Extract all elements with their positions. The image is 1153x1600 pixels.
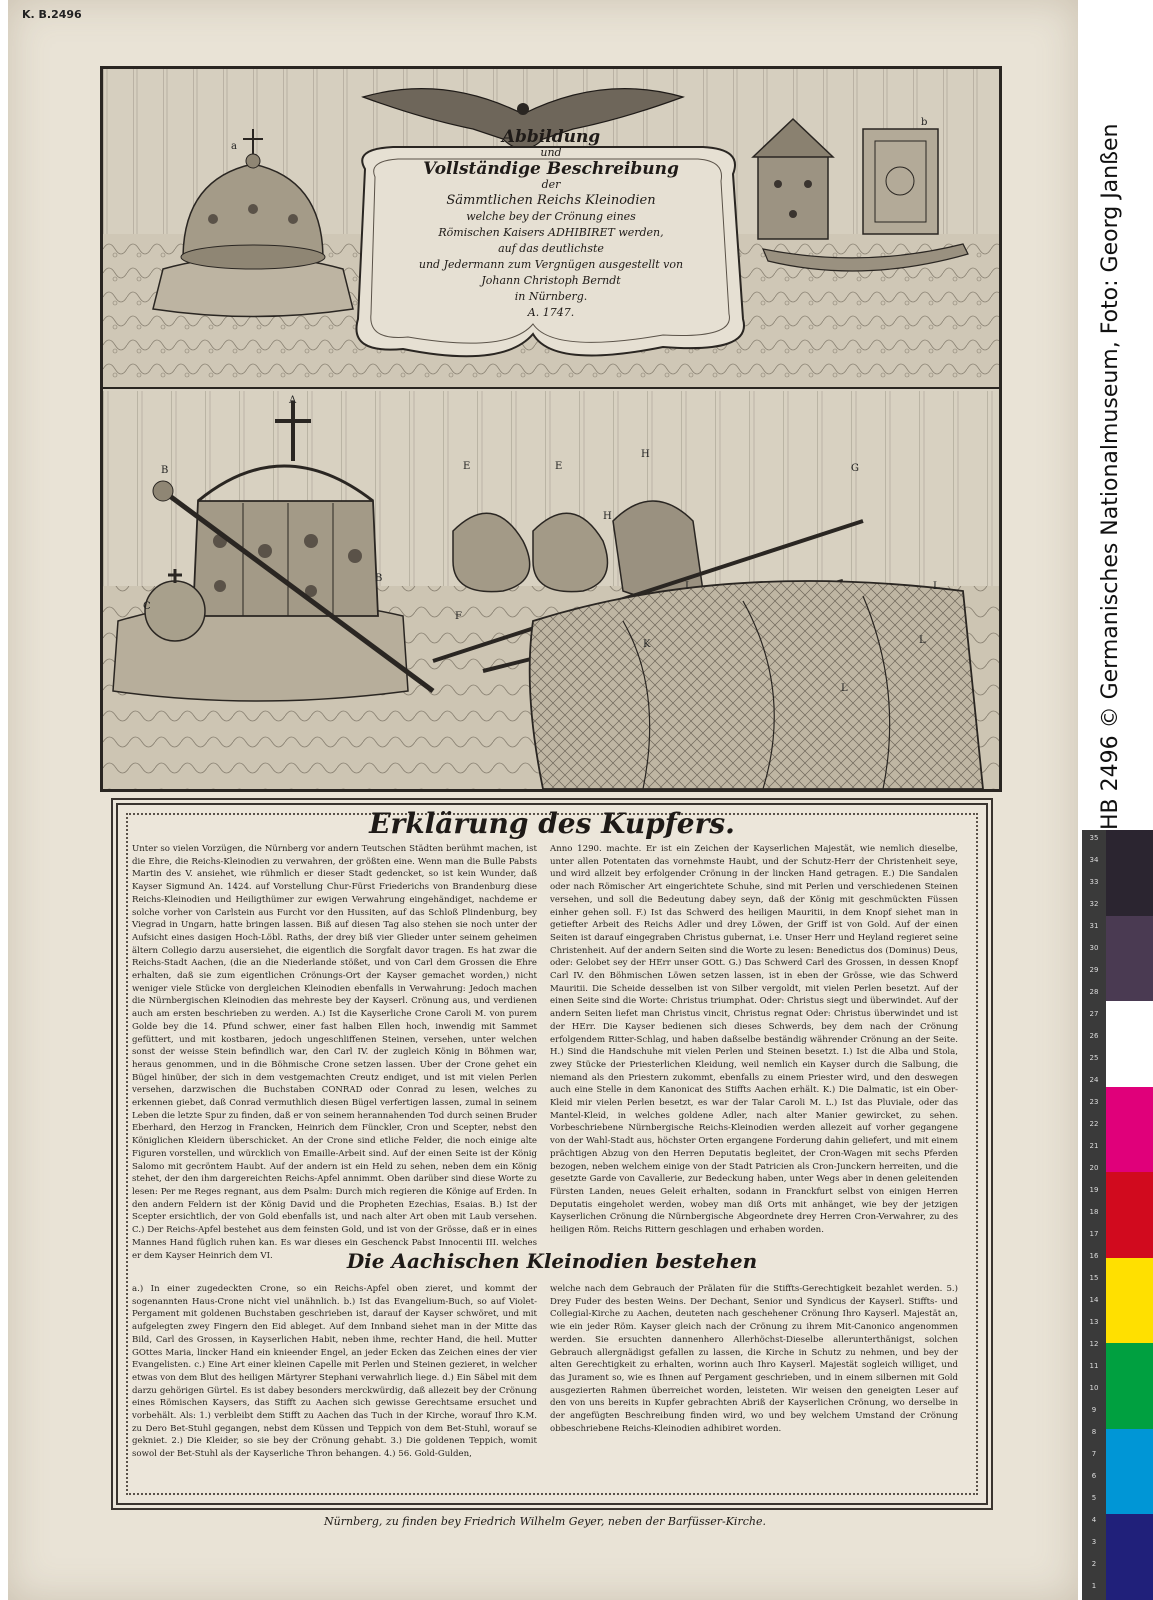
ruler-number: 12 [1089, 1340, 1099, 1348]
aachen-paragraph: a.) In einer zugedeckten Crone, so ein Reichs-Apfel oben zieret, und kommt der sogenannten Haus-Crone nicht viel unähnlich. b.) Ist das Evangelium-Buch, so auf Violet-Pergament mit goldenen Buchstaben geschrieben ist, darauf der Kayser schwöret, und mit aufgelegten zwey Fingern den Eid ableget. Auf dem Innband siehet man in der Mitte das Bild, Carl des Grossen, in Kayserlichen Habit, neben ihme, rechter Hand, die heil. Mutter GOttes Maria, lincker Hand ein knieender Engel, an jeder Ecken das Zeichen eines der vier Evangelisten. c.) Eine Art einer kleinen Capelle mit Perlen und Steinen gezieret, in welcher etwas von dem Blut des heiligen Märtyrer Stephani verwahrlich liege. d.) Ein Säbel mit dem darzu gehörigen Gürtel. Es ist dabey besonders merckwürdig, daß allezeit bey der Crönung eines Römischen Kaysers, das Stifft zu Aachen sich gewisse Gerechtsame ersuchet und vorbehält. Als: 1.) verbleibt dem Stifft zu Aachen das Tuch in der Kirche, worauf Ihro K.M. zu Dero Bet-Stuhl gegangen, nebst dem Küssen und Teppich von dem Bet-Stuhl, worauf se gekniet. 2.) Die Kleider, so sie bey der Crönung gehabt. 3.) Die goldenen Teppich, womit sowol der Bet-Stuhl als der Kayserliche Thron behangen. 4.) 56. Gold-Gulden, [132, 1284, 537, 1460]
explanation-paragraph: Anno 1290. machte. Er ist ein Zeichen der Kayserlichen Majestät, wie nemlich dieselbe, unter allen Potentaten das vornehmste Haubt, und der Schutz-Herr der Christenheit seye, und wird allzeit bey erfolgender Crönung in der lincken Hand getragen. E.) Die Sandalen oder nach Römischer Art eingerichtete Schuhe, sind mit Perlen und verschiedenen Steinen versehen, und soll die Bedeutung dabey seyn, daß der König mit geschmückten Füssen einher gehen soll. F.) Ist das Schwerd des heiligen Mauritii, in dem Knopf siehet man in getiefter Arbeit des Reichs Adler und drey Löwen, der Griff ist von Gold. Auf der einen Seiten ist darauf eingegraben Christus gubernat, i.e. Unser Herr und Heyland regieret seine Christenheit. Auf der andern Seiten sind die Worte zu lesen: Benedictus dos (Dominus) Deus, oder: Gelobet sey der HErr unser GOtt. G.) Das Schwerd Carl des Grossen, in dessen Knopf Carl IV. den Böhmischen Löwen setzen lassen, ist in eben der Grösse, wie das Schwerd Mauritii. Die Scheide desselben ist von Silber vergoldt, mit vielen Perlen besetzt. Auf der einen Seite sind die Worte: Christus triumphat. Oder: Christus siegt und überwindet. Auf der andern Seiten liefet man Christus vincit, Christus regnat Oder: Christus überwindet und ist der HErr. Die Kayser bedienen sich dieses Schwerds, bey dem nach der Crönung erfolgendem Ritter-Schlag, und haben daßselbe beständig währender Crönung an der Seite. H.) Sind die Handschuhe mit vielen Perlen und Steinen besetzt. I.) Ist die Alba und Stola, zwey Stücke der Priesterlichen Kleidung, weil nemlich ein Kayser durch die Salbung, die niemand als den Priestern zukommt, ebenfalls zu einem Priester wird, und den deswegen auch eine Stelle in dem Kanonicat des Stiffts Aachen erhält. K.) Die Dalmatic, ist ein Ober-Kleid mir vielen Perlen besetzt, es war der Talar Caroli M. L.) Ist das Pluviale, oder das Mantel-Kleid, in welches goldene Adler, nach alter Manier gewircket, zu sehen. Vorbeschriebene Nürnbergische Reichs-Kleinodien werden allezeit auf vorher gegangene von der Wahl-Stadt aus, höchster Orten ergangene Forderung dahin geliefert, und mit einem prächtigen Abzug von den Herren Deputatis begleitet, der Cron-Wagen mit sechs Pferden bezogen, neben welchem einige von der Stadt Patricien als Cron-Junckern herreiten, und die gesetzte Garde von Cavallerie, zur Bedeckung haben, unter Wegs aber in denen geleitenden Fürsten Landen, neues Geleit erhalten, sodann in Franckfurt selbst von einigen Herren Deputatis eingeholet werden, wobey man diß Orts mit anhänget, wie bey der jetzigen Kayserlichen Crönung die Nürnbergische Abgeordnete drey Herren Cron-Verwahrer, zu des heiligen Röm. Reichs Rittern geschlagen und erhaben worden. [550, 844, 958, 1236]
cartouche-line: Sämmtlichen Reichs Kleinodien [446, 193, 656, 208]
ruler-number: 10 [1089, 1384, 1099, 1392]
ruler-number: 31 [1089, 922, 1099, 930]
plate-label: H [603, 511, 612, 522]
plate-label: B [161, 465, 169, 476]
ruler-number: 25 [1089, 1054, 1099, 1062]
ruler-number: 19 [1089, 1186, 1099, 1194]
plate-label: I [685, 581, 689, 592]
explanation-heading: Erklärung des Kupfers. [369, 807, 735, 840]
cartouche-line: und [540, 146, 562, 159]
evangeliary-book-icon [863, 129, 938, 234]
color-swatch [1106, 1001, 1153, 1087]
color-swatch [1106, 1258, 1153, 1344]
plate-label: E [463, 461, 471, 472]
explanation-column-2 [550, 843, 958, 1243]
cartouche-line: Römischen Kaisers ADHIBIRET werden, [438, 226, 664, 239]
cartouche-line: Vollständige Beschreibung [423, 159, 679, 179]
ruler-number: 21 [1089, 1142, 1099, 1150]
ruler-number: 26 [1089, 1032, 1099, 1040]
plate-label: G [851, 463, 859, 474]
ruler-number: 22 [1089, 1120, 1099, 1128]
cartouche-line: welche bey der Crönung eines [466, 210, 636, 223]
cartouche-line: und Jedermann zum Vergnügen ausgestellt von [418, 258, 684, 271]
aachen-paragraph: welche nach dem Gebrauch der Prälaten für die Stiffts-Gerechtigkeit bezahlet werden. 5.) Drey Fuder des besten Weins. Der Dechant, Senior und Syndicus der Kayserl. Stiffts- und Collegial-Kirche zu Aachen, deuteten nach geschehener Crönung Ihro Kayserl. Majestät an, wie ein jeder Röm. Kayser gleich nach der Crönung zu ihrem Mit-Canonico angenommen werden. Sie ersuchten dannenhero Allerhöchst-Dieselbe allerunterthänigst, solchen Gebrauch allergnädigst gefallen zu lassen, die Kirche in Schutz zu nehmen, und bey der alten Gerechtigkeit zu erhalten, worinn auch Ihro Kayserl. Majestät sogleich williget, und das Jurament so, wie es Ihnen auf Pergament geschrieben, und in einem silbernen mit Gold ausgezierten Rahmen überreichet worden, leisteten. Wir weisen den geneigten Leser auf den von uns bereits in Kupfer gebrachten Abriß der Kayserlichen Crönung, wo derselbe in der angefügten Beschreibung finden wird, wo und bey welchem Umstand der Crönung obbeschriebene Reichs-Kleinodien adhibiret worden. [550, 1284, 958, 1434]
explanation-paragraph: Unter so vielen Vorzügen, die Nürnberg vor andern Teutschen Städten berühmt machen, ist die Ehre, die Reichs-Kleinodien zu verwahren, der größten eine. Wenn man die Bulle Pabsts Martin des V. ansiehet, wie rühmlich er dieser Stadt gedencket, so ist kein Wunder, daß Kayser Sigmund An. 1424. auf Vorstellung Chur-Fürst Friederichs von Brandenburg diese Reichs-Kleinodien und Heiligthümer zur ewigen Verwahrung eingehändiget, nachdeme er solche vorher von Carlstein aus Furcht vor den Hussiten, auf das Schloß Plindenburg, bey Viegrad in Ungarn, hatte bringen lassen. Biß auf diesen Tag also stehen sie noch unter der Aufsicht eines dasigen Hoch-Löbl. Raths, der drey biß vier Glieder unter seinem geheimen ältern Collegio darzu ausersiehet, die eigentlich die Sorgfalt davor tragen. Es hat zwar die Reichs-Stadt Aachen, (die an die Niederlande stößet, und von Carl dem Grossen die Ehre erhalten, daß sie zum eigentlichen Crönungs-Ort der Kayser gemachet worden,) nicht weniger viele Stücke von dergleichen Kleinodien ebenfalls in Verwahrung: Jedoch machen die Nürnbergischen Kleinodien das mehreste bey der Kayserl. Crönung aus, und verdienen auch am ersten beschrieben zu werden. A.) Ist die Kayserliche Crone Caroli M. von purem Golde bey die 14. Pfund schwer, einer fast halben Ellen hoch, inwendig mit Sammet gefüttert, und mit kostbaren, jedoch ungeschliffenen Steinen, versehen, unter welchen sonst der weisse Stein befindlich war, den Carl IV. der zugleich König in Böhmen war, heraus genommen, und in die Böhmische Crone setzen lassen. Uber der Crone gehet ein Bügel hinüber, der sich in dem vestgemachten Creutz endiget, und ist mit vielen Perlen versehen, darzwischen die Buchstaben CONRAD oder Conrad zu lesen, welches zu erkennen giebet, daß Conrad vermuthlich diesen Bügel verfertigen lassen, zumal in seinem Leben die letzte Spur zu finden, daß er von seinem herannahenden Tod durch seinen Bruder Eberhard, den Herzog in Francken, Heinrich dem Fünckler, Cron und Scepter, nebst den Königlichen Kleidern überschicket. An der Crone sind etliche Felder, die noch einige alte Figuren vorstellen, und würcklich von Emaille-Arbeit sind. Auf der einen Seite ist der König Salomo mit gecröntem Haubt. Auf der andern ist ein Held zu sehen, neben dem ein König stehet, der den ihm dargereichten Reichs-Apfel annimmt. Oben darüber sind diese Worte zu lesen: Per me Reges regnant, aus dem Psalm: Durch mich regieren die Könige auf Erden. In den andern Feldern ist der König David und die Propheten Ezechias, Esaias. B.) Ist der Scepter ersichtlich, der von Gold ebenfalls ist, und nach alter Art oben mit Laub versehen. C.) Der Reichs-Apfel bestehet aus dem feinsten Gold, und ist von der Grösse, daß er in eines Mannes Hand füglich ruhen kan. Es war dieses ein Geschenck Pabst Innocentii III. welches er dem Kayser Heinrich dem VI. [132, 844, 537, 1261]
ruler-number: 15 [1089, 1274, 1099, 1282]
plate-label: L [919, 635, 926, 646]
ruler-number: 28 [1089, 988, 1099, 996]
ruler-number: 13 [1089, 1318, 1099, 1326]
ruler-number: 30 [1089, 944, 1099, 952]
color-calibration-strip [1106, 830, 1153, 1600]
plate-label: F [455, 611, 462, 622]
ruler-number: 35 [1089, 834, 1099, 842]
color-swatch [1106, 1172, 1153, 1258]
explanation-column-1 [132, 843, 537, 1261]
cartouche-line: Abbildung [501, 127, 601, 147]
photo-credit: HB 2496 © Germanisches Nationalmuseum, Foto: Georg Janßen [1098, 123, 1123, 830]
color-swatch [1106, 1429, 1153, 1515]
title-cartouche [365, 129, 737, 354]
cartouche-line: A. 1747. [527, 306, 575, 319]
color-swatch [1106, 830, 1153, 916]
ruler-number: 29 [1089, 966, 1099, 974]
engraving-plate [100, 66, 1002, 792]
plate-label: K [643, 639, 651, 650]
plate-label: E [555, 461, 563, 472]
cartouche-line: auf das deutlichste [498, 242, 604, 255]
ruler-number: 7 [1091, 1450, 1097, 1458]
aachen-column-1 [132, 1283, 537, 1468]
color-swatch [1106, 1343, 1153, 1429]
plate-label: a [231, 141, 237, 152]
aachen-subheading: Die Aachischen Kleinodien bestehen [346, 1249, 758, 1273]
cartouche-line: der [541, 178, 561, 191]
color-swatch [1106, 1514, 1153, 1600]
aachen-column-2 [550, 1283, 958, 1468]
ruler-number: 18 [1089, 1208, 1099, 1216]
plate-label: L [841, 683, 848, 694]
lower-scene-drawing [103, 391, 999, 789]
ruler-number: 27 [1089, 1010, 1099, 1018]
ruler-number: 9 [1091, 1406, 1097, 1414]
ruler-number: 24 [1089, 1076, 1099, 1084]
ruler-number: 3 [1091, 1538, 1097, 1546]
ruler-number: 6 [1091, 1472, 1097, 1480]
plate-label: L [933, 581, 940, 592]
ruler-number: 23 [1089, 1098, 1099, 1106]
plate-label: b [921, 117, 928, 128]
color-swatch [1106, 1087, 1153, 1173]
color-swatch [1106, 916, 1153, 1002]
plate-label: C [143, 601, 151, 612]
publisher-imprint: Nürnberg, zu finden bey Friedrich Wilhelm Geyer, neben der Barfüsser-Kirche. [324, 1515, 766, 1528]
ruler-number: 11 [1089, 1362, 1099, 1370]
ruler-number: 4 [1091, 1516, 1097, 1524]
ruler-number: 16 [1089, 1252, 1099, 1260]
vestments-icon [530, 581, 983, 789]
cartouche-line: Johann Christoph Berndt [481, 274, 621, 287]
ruler-number: 2 [1091, 1560, 1097, 1568]
plate-upper-scene [103, 69, 999, 389]
plate-label: A [289, 395, 297, 406]
ruler-number: 5 [1091, 1494, 1097, 1502]
ruler-number: 8 [1091, 1428, 1097, 1436]
ruler-number: 32 [1089, 900, 1099, 908]
ruler-number: 34 [1089, 856, 1099, 864]
ruler-number: 33 [1089, 878, 1099, 886]
ruler-number: 1 [1091, 1582, 1097, 1590]
cartouche-line: in Nürnberg. [514, 290, 588, 303]
ruler-number: 14 [1089, 1296, 1099, 1304]
inventory-number: K. B.2496 [22, 8, 82, 21]
plate-label: B [375, 573, 383, 584]
plate-label: H [641, 449, 650, 460]
measurement-ruler [1082, 830, 1106, 1600]
print-sheet [8, 0, 1078, 1600]
plate-lower-scene [103, 391, 999, 789]
ruler-number: 20 [1089, 1164, 1099, 1172]
explanation-panel [111, 798, 993, 1510]
ruler-number: 17 [1089, 1230, 1099, 1238]
